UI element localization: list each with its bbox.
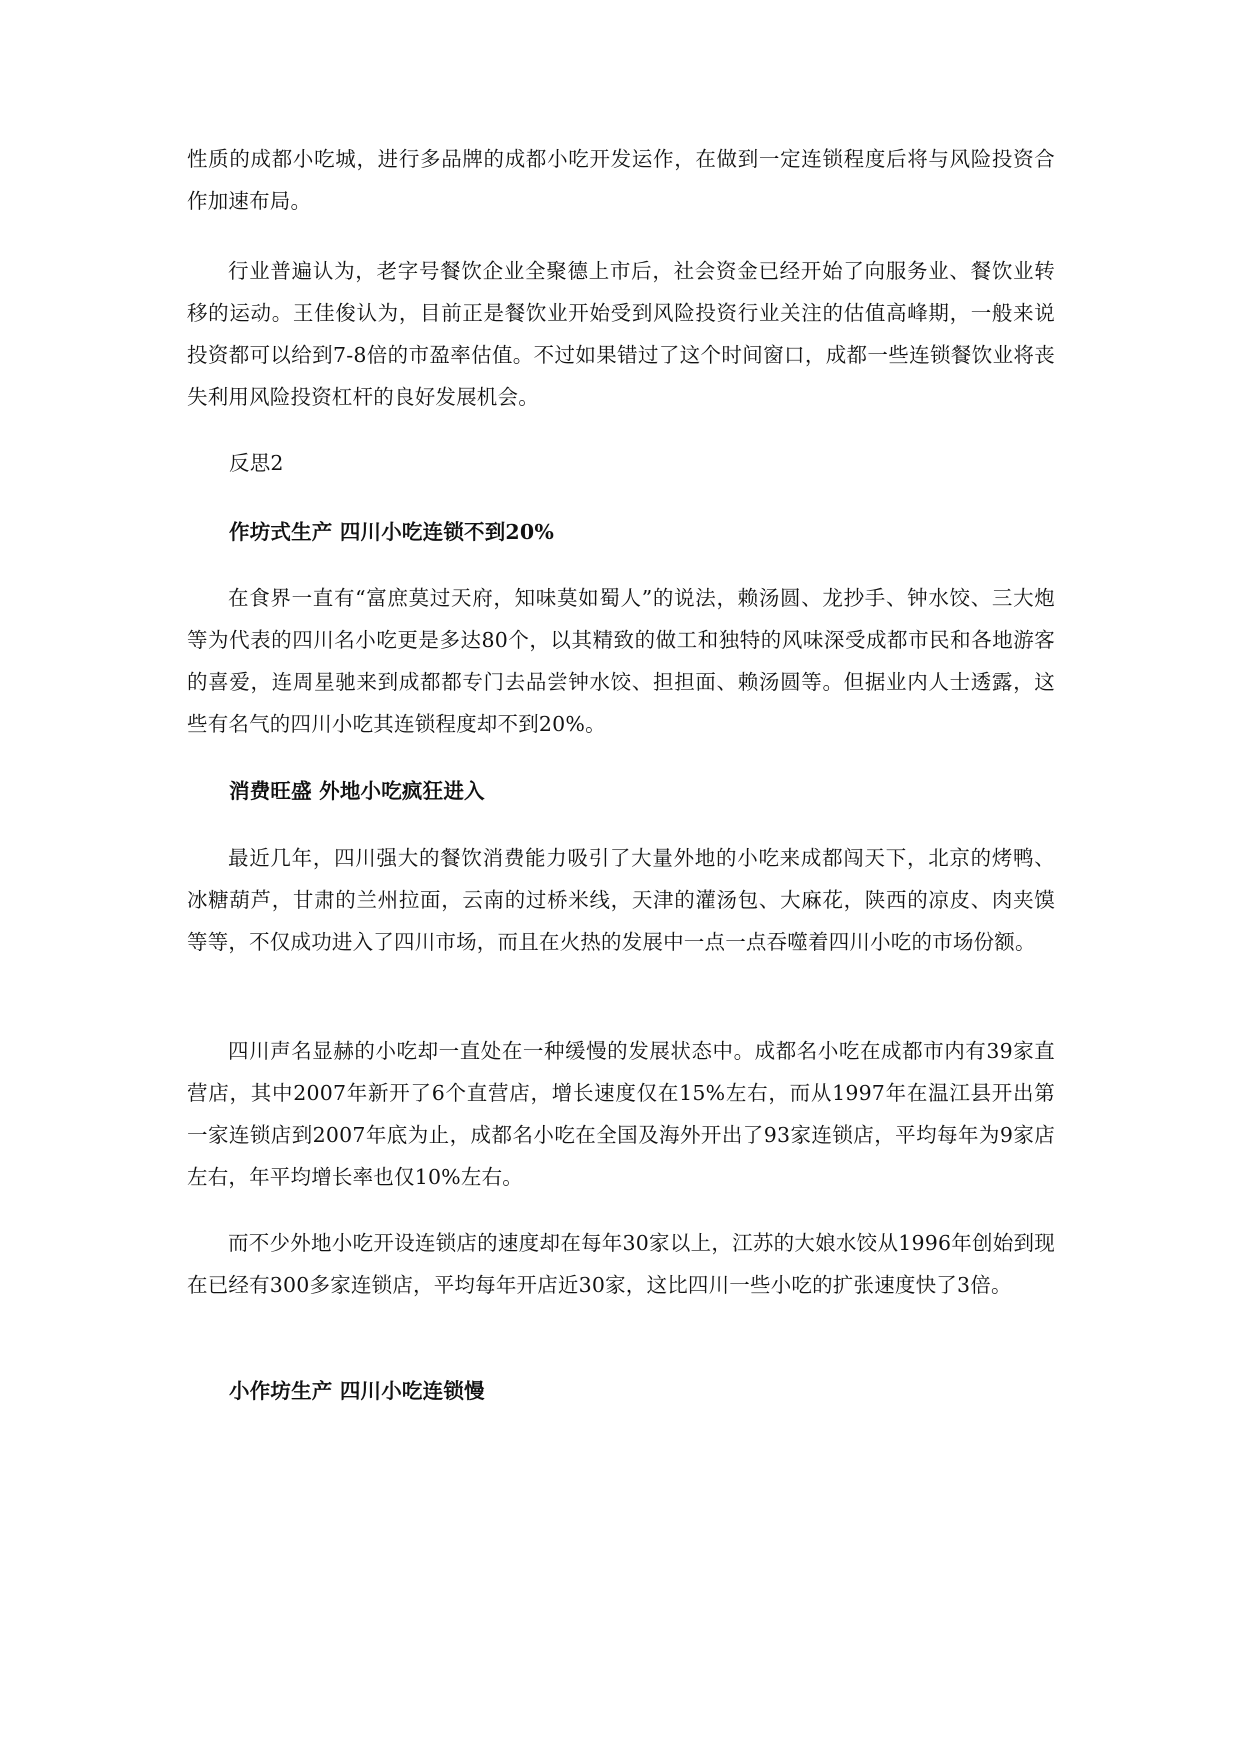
section-heading-small-workshop: 小作坊生产 四川小吃连锁慢 (229, 1379, 485, 1403)
paragraph-chain-speed: 而不少外地小吃开设连锁店的速度却在每年30家以上，江苏的大娘水饺从1996年创始到现在已经有300多家连锁店，平均每年开店近30家，这比四川一些小吃的扩张速度快了3倍。 (187, 1231, 1055, 1297)
section-heading-consumption: 消费旺盛 外地小吃疯狂进入 (229, 779, 485, 803)
paragraph-outside-snacks: 最近几年，四川强大的餐饮消费能力吸引了大量外地的小吃来成都闯天下，北京的烤鸭、冰糖葫芦，甘肃的兰州拉面，云南的过桥米线，天津的灌汤包、大麻花，陕西的凉皮、肉夹馍等等，不仅成功进入了四川市场，而且在火热的发展中一点一点吞噬着四川小吃的市场份额。 (187, 846, 1055, 954)
section-heading-workshop-production: 作坊式生产 四川小吃连锁不到20% (229, 520, 555, 544)
paragraph-continuation: 性质的成都小吃城，进行多品牌的成都小吃开发运作，在做到一定连锁程度后将与风险投资合作加速布局。 (187, 147, 1055, 213)
paragraph-slow-development: 四川声名显赫的小吃却一直处在一种缓慢的发展状态中。成都名小吃在成都市内有39家直营店，其中2007年新开了6个直营店，增长速度仅在15%左右，而从1997年在温江县开出第一家连锁店到2007年底为止，成都名小吃在全国及海外开出了93家连锁店，平均每年为9家店左右，年平均增长率也仅10%左右。 (187, 1039, 1055, 1189)
section-heading-reflection: 反思2 (229, 451, 284, 475)
paragraph-industry-view: 行业普遍认为，老字号餐饮企业全聚德上市后，社会资金已经开始了向服务业、餐饮业转移的运动。王佳俊认为，目前正是餐饮业开始受到风险投资行业关注的估值高峰期，一般来说投资都可以给到7-8倍的市盈率估值。不过如果错过了这个时间窗口，成都一些连锁餐饮业将丧失利用风险投资杠杆的良好发展机会。 (187, 259, 1055, 409)
paragraph-sichuan-snacks: 在食界一直有“富庶莫过天府，知味莫如蜀人”的说法，赖汤圆、龙抄手、钟水饺、三大炮等为代表的四川名小吃更是多达80个，以其精致的做工和独特的风味深受成都市民和各地游客的喜爱，连周星驰来到成都都专门去品尝钟水饺、担担面、赖汤圆等。但据业内人士透露，这些有名气的四川小吃其连锁程度却不到20%。 (187, 586, 1055, 736)
